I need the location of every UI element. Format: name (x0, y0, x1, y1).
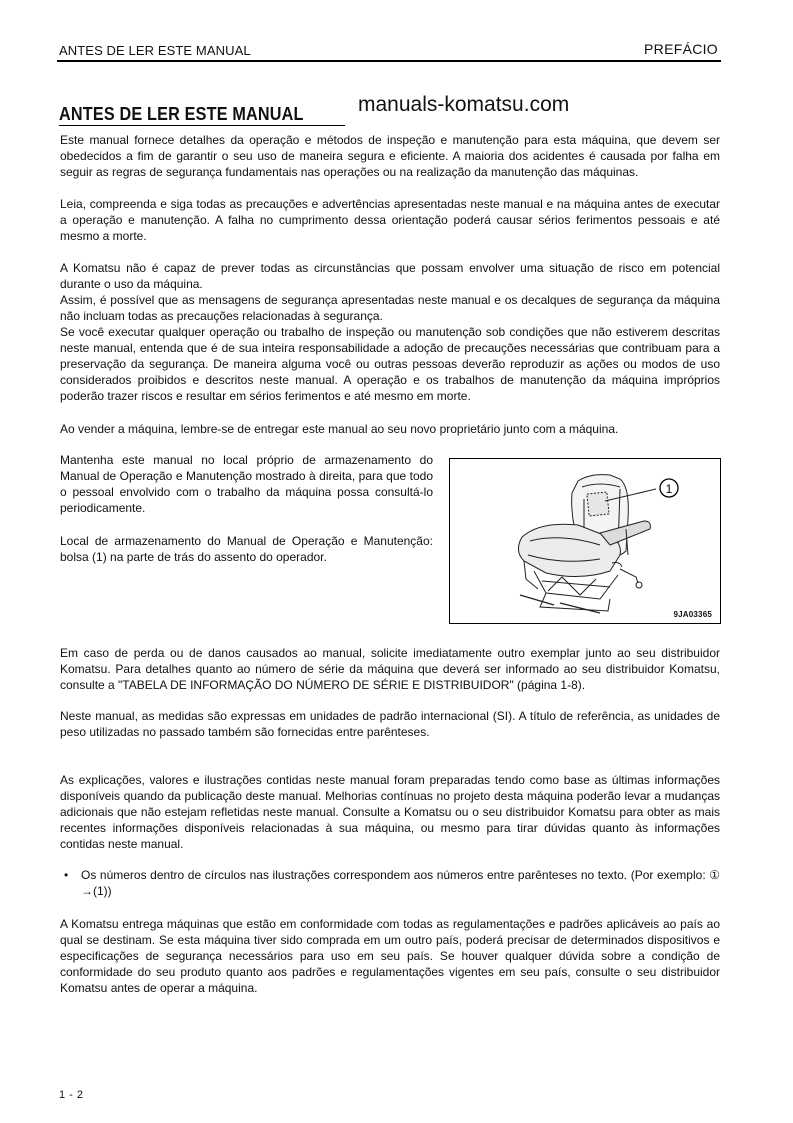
operator-seat-figure (449, 458, 721, 624)
paragraph-lost-manual: Em caso de perda ou de danos causados ao manual, solicite imediatamente outro exemplar junto ao seu distribuidor Komatsu. Para detalhes quanto ao número de série da máquina que deverá ser informado ao seu distribuidor Komatsu, consulte a "TABELA DE INFORMAÇÃO DO NÚMERO DE SÉRIE E DISTRIBUIDOR" (página 1-8). (60, 646, 720, 692)
running-header-title: ANTES DE LER ESTE MANUAL (59, 43, 251, 58)
paragraph-keep-manual: Mantenha este manual no local próprio de armazenamento do Manual de Operação e Manutenção mostrado à direita, para que todo o pessoal envolvido com o trabalho da máquina possa consultá-lo periodicamente. (60, 453, 433, 515)
paragraph-storage-location: Local de armazenamento do Manual de Operação e Manutenção: bolsa (1) na parte de trás do assento do operador. (60, 534, 433, 564)
paragraph-intro: Este manual fornece detalhes da operação e métodos de inspeção e manutenção para esta máquina, que devem ser obedecidos a fim de garantir o seu uso de maneira segura e eficiente. A maioria dos acidentes é causada por falha em seguir as regras de segurança fundamentais nas operações ou na realização da manutenção das máquinas. (60, 133, 720, 179)
paragraph-conformity: A Komatsu entrega máquinas que estão em conformidade com todas as regulamentações e padrões aplicáveis ao país ao qual se destinam. Se esta máquina tiver sido comprada em um outro país, poderá precisar de determinados dispositivos e especificações de segurança necessários para uso em seu país. Se houver qualquer dúvida sobre a condição de conformidade do seu produto quanto aos padrões e regulamentações vigentes em seu país, consulte o seu distribuidor Komatsu antes de operar a máquina. (60, 917, 720, 995)
paragraph-units: Neste manual, as medidas são expressas em unidades de padrão internacional (SI). A título de referência, as unidades de peso utilizadas no passado também são fornecidas entre parênteses. (60, 709, 720, 739)
paragraph-selling: Ao vender a máquina, lembre-se de entregar este manual ao seu novo proprietário junto com a máquina. (60, 422, 619, 436)
paragraph-safety-messages: Assim, é possível que as mensagens de segurança apresentadas neste manual e os decalques de segurança da máquina não incluam todas as precauções relacionadas à segurança. (60, 293, 720, 323)
page-number: 1 - 2 (59, 1089, 84, 1101)
page-title: ANTES DE LER ESTE MANUAL (59, 104, 304, 124)
operator-seat-illustration (450, 459, 720, 623)
paragraph-risk: A Komatsu não é capaz de prever todas as circunstâncias que possam envolver uma situação de risco em potencial durante o uso da máquina. (60, 261, 720, 291)
callout-number: 1 (665, 482, 673, 496)
running-header-section: PREFÁCIO (644, 41, 718, 57)
header-divider (57, 60, 721, 62)
bullet-text: Os números dentro de círculos nas ilustrações correspondem aos números entre parênteses no texto. (Por exemplo: ① →(1)) (81, 868, 720, 898)
paragraph-read-precautions: Leia, compreenda e siga todas as precauções e advertências apresentadas neste manual e na máquina antes de executar a operação e manutenção. A falha no cumprimento dessa orientação poderá causar sérios ferimentos pessoais e até mesmo a morte. (60, 197, 720, 243)
paragraph-responsibility: Se você executar qualquer operação ou trabalho de inspeção ou manutenção sob condições que não estiverem descritas neste manual, entenda que é de sua inteira responsabilidade a adoção de precauções necessárias que contribuam para a preservação da segurança. De maneira alguma você ou outras pessoas deverão reproduzir as ações ou modos de uso considerados proibidos e descritos neste manual. A operação e os trabalhos de manutenção da máquina impróprios poderão trazer riscos e resultar em sérios ferimentos e até mesmo em morte. (60, 325, 720, 403)
title-underline (59, 125, 345, 126)
paragraph-improvements: As explicações, valores e ilustrações contidas neste manual foram preparadas tendo como base as últimas informações disponíveis quando da publicação deste manual. Melhorias contínuas no projeto desta máquina poderão levar a mudanças adicionais que não estejam refletidas neste manual. Consulte a Komatsu ou o seu distribuidor Komatsu para obter as mais recentes informações disponíveis relacionadas à sua máquina, ou mesmo para tirar dúvidas quanto às informações contidas neste manual. (60, 773, 720, 851)
figure-code: 9JA03365 (673, 610, 712, 619)
watermark-text: manuals-komatsu.com (358, 93, 570, 116)
bullet-icon: • (64, 868, 69, 882)
